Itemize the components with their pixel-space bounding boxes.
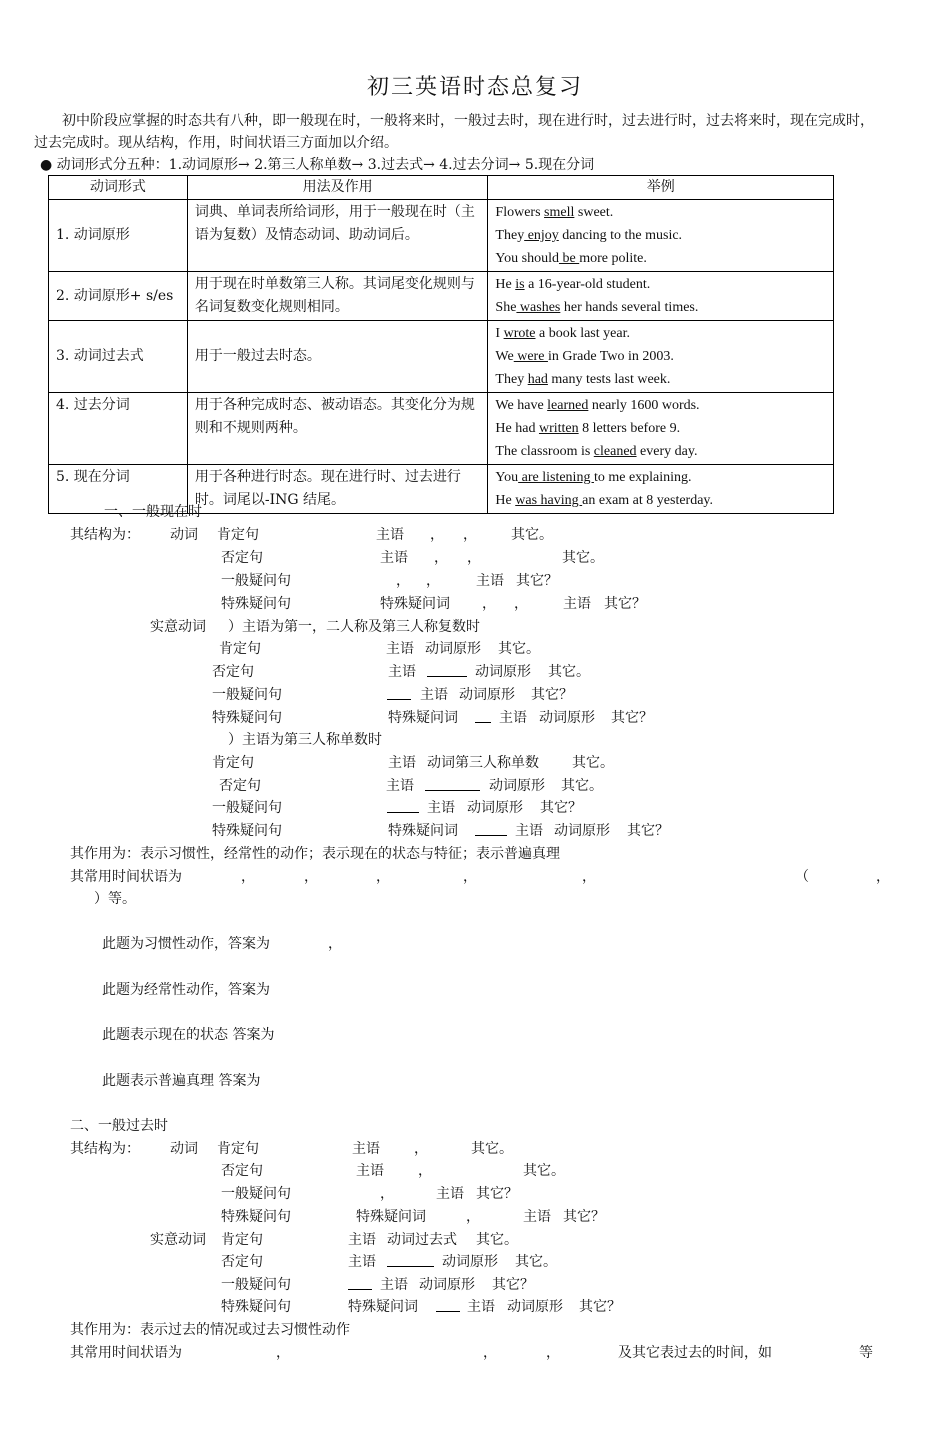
answer-blank	[387, 687, 411, 700]
comma: ，	[276, 1345, 290, 1361]
example-cell	[488, 200, 834, 272]
example-text: She	[495, 300, 517, 315]
etc-text: ）等。	[94, 891, 136, 907]
example-text: You	[495, 470, 519, 485]
note-frequent: 此题为经常性动作，答案为	[102, 982, 270, 998]
etc-text: 等	[859, 1345, 873, 1361]
example-text: an exam at 8 yesterday.	[582, 493, 714, 508]
table-header-row	[49, 176, 834, 200]
example-text: He had	[495, 421, 539, 436]
example-verb: be	[558, 251, 580, 266]
intro-paragraph: 初中阶段应掌握的时态共有八种，即一般现在时，一般将来时，一般过去时，现在进行时，过去进行时，过去将来时，现在完成时，过去完成时。现从结构，作用，时间状语三方面加以介绍。	[34, 113, 874, 151]
example-verb: learned	[547, 398, 589, 413]
structure-word: 动词原形	[419, 1277, 475, 1293]
example-text: I	[495, 326, 504, 341]
structure-word: 动词原形	[539, 710, 595, 726]
table-row	[49, 321, 834, 393]
structure-word: 其它。	[572, 755, 614, 771]
comma: ，	[463, 869, 477, 885]
answer-blank	[427, 664, 467, 677]
example-verb: were	[513, 349, 548, 364]
comma: ，	[546, 1345, 560, 1361]
answer-blank	[475, 710, 491, 723]
usage-cell: 用于各种进行时态。现在进行时、过去进行时。词尾以-ING 结尾。	[187, 465, 488, 514]
answer-blank	[348, 1277, 372, 1290]
structure-word: ，	[380, 1186, 394, 1202]
usage-cell: 用于一般过去时态。	[187, 321, 488, 393]
example-text: her hands several times.	[560, 300, 699, 315]
structure-word: 主语	[376, 527, 404, 543]
example-sentence	[495, 322, 826, 345]
comma: ，	[376, 869, 390, 885]
example-text: more polite.	[579, 251, 647, 266]
structure-word: 其它。	[511, 527, 553, 543]
section-heading: 二、一般过去时	[70, 1118, 168, 1134]
structure-word: 特殊疑问句	[212, 823, 282, 839]
usage-line: 其作用为：表示过去的情况或过去习惯性动作	[70, 1322, 350, 1338]
example-verb: had	[527, 372, 548, 387]
structure-word: 其它。	[523, 1163, 565, 1179]
other-past-text: 及其它表过去的时间，如	[618, 1345, 772, 1361]
structure-word: 特殊疑问词	[348, 1299, 418, 1315]
example-verb: enjoy	[524, 228, 559, 243]
structure-word: 一般疑问句	[221, 1277, 291, 1293]
example-text: We have	[495, 398, 548, 413]
example-verb: was having	[515, 493, 583, 508]
example-verb: written	[538, 421, 579, 436]
structure-word: ）主语为第三人称单数时	[228, 732, 382, 748]
example-sentence	[495, 345, 826, 368]
structure-word: 肯定句	[217, 1141, 259, 1157]
structure-word: ，	[414, 1141, 428, 1157]
adverbials-label: 其常用时间状语为	[70, 869, 182, 885]
example-sentence	[495, 224, 826, 247]
structure-word: 一般疑问句	[221, 573, 291, 589]
example-text: nearly 1600 words.	[588, 398, 700, 413]
table-header: 动词形式	[49, 176, 188, 200]
structure-word: 动词原形	[442, 1254, 498, 1270]
structure-word: 主语	[386, 641, 414, 657]
example-verb: is	[515, 277, 525, 292]
answer-blank	[387, 1254, 434, 1267]
structure-word: 主语	[388, 755, 416, 771]
structure-word: 主语	[499, 710, 527, 726]
structure-word: 动词原形	[459, 687, 515, 703]
answer-blank	[425, 778, 480, 791]
example-text: They	[495, 372, 528, 387]
structure-word: 主语	[380, 1277, 408, 1293]
example-sentence	[495, 440, 826, 463]
structure-word: 实意动词	[150, 619, 206, 635]
example-text: sweet.	[574, 205, 614, 220]
structure-word: 其它。	[471, 1141, 513, 1157]
paren-open: （	[795, 869, 809, 885]
structure-word: 特殊疑问句	[212, 710, 282, 726]
structure-word: 其它。	[476, 1232, 518, 1248]
structure-word: 其它。	[548, 664, 590, 680]
usage-cell: 词典、单词表所给词形，用于一般现在时（主语为复数）及情态动词、助动词后。	[187, 200, 488, 272]
structure-word: 其它。	[561, 778, 603, 794]
structure-word: 否定句	[221, 1254, 263, 1270]
example-verb: cleaned	[593, 444, 637, 459]
structure-word: 其它？	[579, 1299, 621, 1315]
structure-word: 其它？	[604, 596, 646, 612]
structure-word: 其它？	[611, 710, 653, 726]
example-text: We	[495, 349, 514, 364]
verb-forms-table	[48, 175, 834, 514]
structure-word: 动词原形	[507, 1299, 563, 1315]
comma: ，	[304, 869, 318, 885]
structure-word: ，	[434, 550, 448, 566]
example-text: 8 letters before 9.	[578, 421, 681, 436]
usage-line: 其作用为：表示习惯性，经常性的动作；表示现在的状态与特征；表示普遍真理	[70, 846, 560, 862]
table-row	[49, 200, 834, 272]
structure-word: ，	[514, 596, 528, 612]
table-header: 用法及作用	[187, 176, 488, 200]
structure-word: 特殊疑问词	[380, 596, 450, 612]
example-sentence	[495, 417, 826, 440]
structure-word: 其它？	[492, 1277, 534, 1293]
table-header: 举例	[488, 176, 834, 200]
answer-blank	[475, 823, 507, 836]
structure-word: ，	[430, 527, 444, 543]
structure-word: 动词原形	[489, 778, 545, 794]
structure-word: 其它？	[476, 1186, 518, 1202]
structure-word: 否定句	[219, 778, 261, 794]
example-sentence	[495, 201, 826, 224]
structure-word: ）主语为第一，二人称及第三人称复数时	[228, 619, 480, 635]
structure-word: 其它。	[562, 550, 604, 566]
structure-word: ，	[482, 596, 496, 612]
example-sentence	[495, 466, 826, 489]
structure-word: ，	[418, 1163, 432, 1179]
example-verb: are listening	[518, 470, 594, 485]
structure-word: 一般疑问句	[212, 800, 282, 816]
structure-word: 主语	[348, 1232, 376, 1248]
structure-word: 肯定句	[219, 641, 261, 657]
verb-form-cell: 4. 过去分词	[49, 393, 188, 465]
structure-word: 主语	[515, 823, 543, 839]
structure-word: 主语	[467, 1299, 495, 1315]
structure-word: ，	[463, 527, 477, 543]
structure-word: 动词原形	[554, 823, 610, 839]
structure-word: ，	[467, 550, 481, 566]
comma: ，	[582, 869, 596, 885]
verb-form-cell: 2. 动词原形+ s/es	[49, 272, 188, 321]
example-sentence	[495, 489, 826, 512]
example-sentence	[495, 368, 826, 391]
answer-blank	[387, 800, 419, 813]
structure-word: 其它。	[515, 1254, 557, 1270]
answer-blank	[436, 1299, 460, 1312]
structure-label: 其结构为：	[70, 1141, 140, 1157]
example-cell	[488, 465, 834, 514]
example-text: The classroom is	[495, 444, 594, 459]
structure-word: 动词过去式	[387, 1232, 457, 1248]
example-text: many tests last week.	[547, 372, 671, 387]
example-text: He	[495, 493, 516, 508]
structure-word: ，	[426, 573, 440, 589]
structure-word: 特殊疑问句	[221, 1209, 291, 1225]
structure-word: 特殊疑问词	[388, 823, 458, 839]
example-text: Flowers	[495, 205, 545, 220]
structure-word: ，	[466, 1209, 480, 1225]
table-row	[49, 393, 834, 465]
structure-word: 一般疑问句	[221, 1186, 291, 1202]
structure-word: 特殊疑问句	[221, 596, 291, 612]
example-text: a book last year.	[535, 326, 630, 341]
structure-word: 主语	[476, 573, 504, 589]
verb-forms-bullet: ● 动词形式分五种：1.动词原形→ 2.第三人称单数→ 3.过去式→ 4.过去分词→ 5.现在分词	[40, 157, 595, 173]
structure-word: 实意动词	[150, 1232, 206, 1248]
example-cell	[488, 272, 834, 321]
comma: ，	[241, 869, 255, 885]
usage-cell: 用于各种完成时态、被动语态。其变化分为规则和不规则两种。	[187, 393, 488, 465]
structure-word: 主语	[388, 664, 416, 680]
adverbials-label: 其常用时间状语为	[70, 1345, 182, 1361]
structure-word: 否定句	[212, 664, 254, 680]
example-cell	[488, 393, 834, 465]
structure-word: 主语	[356, 1163, 384, 1179]
note-state: 此题表示现在的状态 答案为	[102, 1027, 275, 1043]
section-heading: 一、一般现在时	[104, 504, 202, 520]
example-text: You should	[495, 251, 559, 266]
structure-word: 主语	[380, 550, 408, 566]
structure-word: 否定句	[221, 1163, 263, 1179]
example-sentence	[495, 394, 826, 417]
note-habit: 此题为习惯性动作，答案为	[102, 936, 270, 952]
comma: ，	[483, 1345, 497, 1361]
comma: ，	[876, 869, 890, 885]
verb-form-cell: 5. 现在分词	[49, 465, 188, 514]
note-truth: 此题表示普遍真理 答案为	[102, 1073, 261, 1089]
structure-word: 动词原形	[467, 800, 523, 816]
verb-form-cell: 1. 动词原形	[49, 200, 188, 272]
example-text: in Grade Two in 2003.	[547, 349, 674, 364]
usage-cell: 用于现在时单数第三人称。其词尾变化规则与名词复数变化规则相同。	[187, 272, 488, 321]
example-verb: wrote	[503, 326, 536, 341]
example-verb: washes	[516, 300, 561, 315]
structure-word: 主语	[436, 1186, 464, 1202]
structure-word: 其它？	[563, 1209, 605, 1225]
structure-word: 动词	[170, 1141, 198, 1157]
structure-word: 动词原形	[475, 664, 531, 680]
structure-word: 其它？	[531, 687, 573, 703]
structure-word: 主语	[427, 800, 455, 816]
example-text: to me explaining.	[593, 470, 692, 485]
example-sentence	[495, 296, 826, 319]
structure-word: 其它？	[516, 573, 558, 589]
table-row	[49, 272, 834, 321]
structure-word: 主语	[352, 1141, 380, 1157]
structure-word: 动词	[170, 527, 198, 543]
structure-word: 主语	[563, 596, 591, 612]
structure-label: 其结构为：	[70, 527, 140, 543]
verb-form-cell: 3. 动词过去式	[49, 321, 188, 393]
structure-word: ，	[396, 573, 410, 589]
structure-word: 特殊疑问词	[388, 710, 458, 726]
example-sentence	[495, 247, 826, 270]
structure-word: 主语	[523, 1209, 551, 1225]
structure-word: 其它。	[498, 641, 540, 657]
comma: ，	[328, 936, 342, 952]
structure-word: 主语	[386, 778, 414, 794]
structure-word: 肯定句	[217, 527, 259, 543]
structure-word: 特殊疑问词	[356, 1209, 426, 1225]
structure-word: 肯定句	[212, 755, 254, 771]
example-text: He	[495, 277, 516, 292]
structure-word: 一般疑问句	[212, 687, 282, 703]
structure-word: 其它？	[627, 823, 669, 839]
structure-word: 主语	[420, 687, 448, 703]
page-title: 初三英语时态总复习	[366, 75, 583, 100]
example-verb: smell	[544, 205, 575, 220]
example-cell	[488, 321, 834, 393]
example-text: every day.	[636, 444, 698, 459]
example-text: They	[495, 228, 525, 243]
example-text: dancing to the music.	[558, 228, 683, 243]
structure-word: 其它？	[540, 800, 582, 816]
example-text: a 16-year-old student.	[524, 277, 651, 292]
example-sentence	[495, 273, 826, 296]
structure-word: 动词原形	[425, 641, 481, 657]
structure-word: 动词第三人称单数	[427, 755, 539, 771]
structure-word: 特殊疑问句	[221, 1299, 291, 1315]
structure-word: 肯定句	[221, 1232, 263, 1248]
structure-word: 否定句	[221, 550, 263, 566]
structure-word: 主语	[348, 1254, 376, 1270]
